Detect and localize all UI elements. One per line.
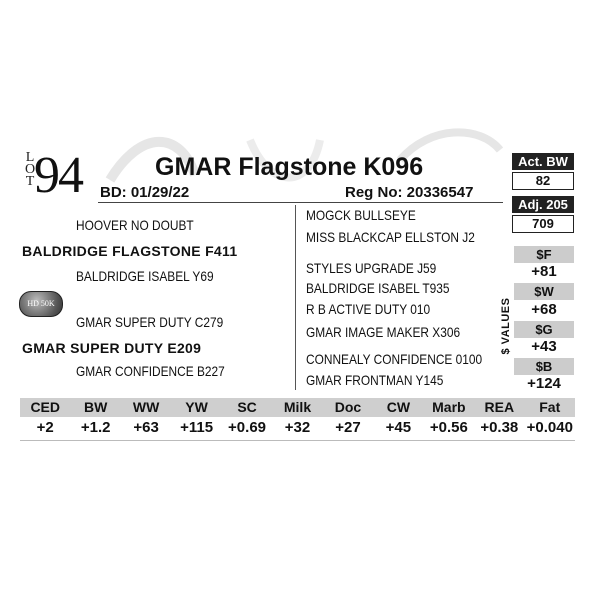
birth-date-label: BD:	[100, 184, 127, 201]
birth-date-value: 01/29/22	[130, 184, 190, 201]
pedigree-sire: BALDRIDGE FLAGSTONE F411	[22, 243, 238, 259]
pedigree-dam: GMAR SUPER DUTY E209	[22, 340, 202, 356]
epd-value-cell: +1.2	[80, 419, 111, 436]
pedigree-dam-dam: GMAR CONFIDENCE B227	[76, 363, 225, 379]
pedigree-right-item: CONNEALY CONFIDENCE 0100	[306, 351, 483, 367]
reg-value: 20336547	[406, 184, 474, 201]
epd-header-cell: WW	[132, 399, 160, 415]
lot-letter-t: T	[25, 174, 35, 189]
pedigree-sire-sire: HOOVER NO DOUBT	[76, 217, 194, 233]
pedigree-right-item: R B ACTIVE DUTY 010	[306, 301, 431, 317]
dollar-f-value: +81	[531, 263, 557, 280]
epd-value-row	[20, 418, 575, 438]
epd-bottom-rule	[20, 440, 575, 441]
pedigree-dam-sire: GMAR SUPER DUTY C279	[76, 314, 224, 330]
dollar-g-value: +43	[531, 338, 557, 355]
pedigree-right-item: GMAR FRONTMAN Y145	[306, 372, 444, 388]
birth-date	[100, 184, 189, 201]
registration-number	[345, 184, 473, 201]
pedigree-divider	[295, 205, 296, 390]
pedigree-right-item: MISS BLACKCAP ELLSTON J2	[306, 229, 475, 245]
header-divider	[98, 202, 503, 203]
epd-header-cell: REA	[484, 399, 515, 415]
dollar-f-label: $F	[514, 246, 574, 263]
act-bw-label: Act. BW	[512, 153, 574, 170]
epd-value-cell: +0.69	[228, 419, 267, 436]
epd-value-cell: +45	[385, 419, 412, 436]
dollar-b-value: +124	[527, 375, 561, 392]
epd-header-cell: CED	[30, 399, 60, 415]
epd-value-cell: +0.38	[480, 419, 519, 436]
dollar-w-value: +68	[531, 301, 557, 318]
pedigree-right-item: BALDRIDGE ISABEL T935	[306, 280, 450, 296]
epd-value-cell: +0.040	[526, 419, 573, 436]
dollar-b-label: $B	[514, 358, 574, 375]
reg-label: Reg No:	[345, 184, 403, 201]
epd-header-cell: Marb	[432, 399, 466, 415]
epd-header-cell: Doc	[334, 399, 362, 415]
act-bw-value: 82	[512, 172, 574, 190]
epd-value-cell: +63	[133, 419, 159, 436]
lot-number: 94	[34, 147, 82, 204]
epd-header-cell: SC	[237, 399, 257, 415]
animal-name: GMAR Flagstone K096	[155, 153, 424, 181]
pedigree-right-item: MOGCK BULLSEYE	[306, 207, 416, 223]
adj-205-value: 709	[512, 215, 574, 233]
pedigree-right-item: GMAR IMAGE MAKER X306	[306, 324, 461, 340]
epd-header-cell: Fat	[539, 399, 561, 415]
pedigree-right-item: STYLES UPGRADE J59	[306, 260, 437, 276]
lot-letter-l: L	[25, 150, 35, 165]
epd-value-cell: +0.56	[429, 419, 468, 436]
epd-header-cell: CW	[386, 399, 411, 415]
adj-205-label: Adj. 205	[512, 196, 574, 213]
epd-header-cell: Milk	[283, 399, 312, 415]
dollar-g-label: $G	[514, 321, 574, 338]
epd-value-cell: +115	[180, 419, 214, 436]
epd-value-cell: +27	[335, 419, 361, 436]
pedigree-sire-dam: BALDRIDGE ISABEL Y69	[76, 268, 214, 284]
lot-letter-o: O	[24, 162, 36, 177]
hd50k-badge-icon: HD 50K	[19, 291, 63, 317]
epd-header-cell: YW	[185, 399, 208, 415]
epd-value-cell: +2	[36, 419, 54, 436]
dollar-w-label: $W	[514, 283, 574, 300]
epd-header-cell: BW	[84, 399, 108, 415]
dollar-values-title: $ VALUES	[500, 297, 512, 355]
epd-header-row	[20, 398, 575, 417]
epd-value-cell: +32	[284, 419, 311, 436]
